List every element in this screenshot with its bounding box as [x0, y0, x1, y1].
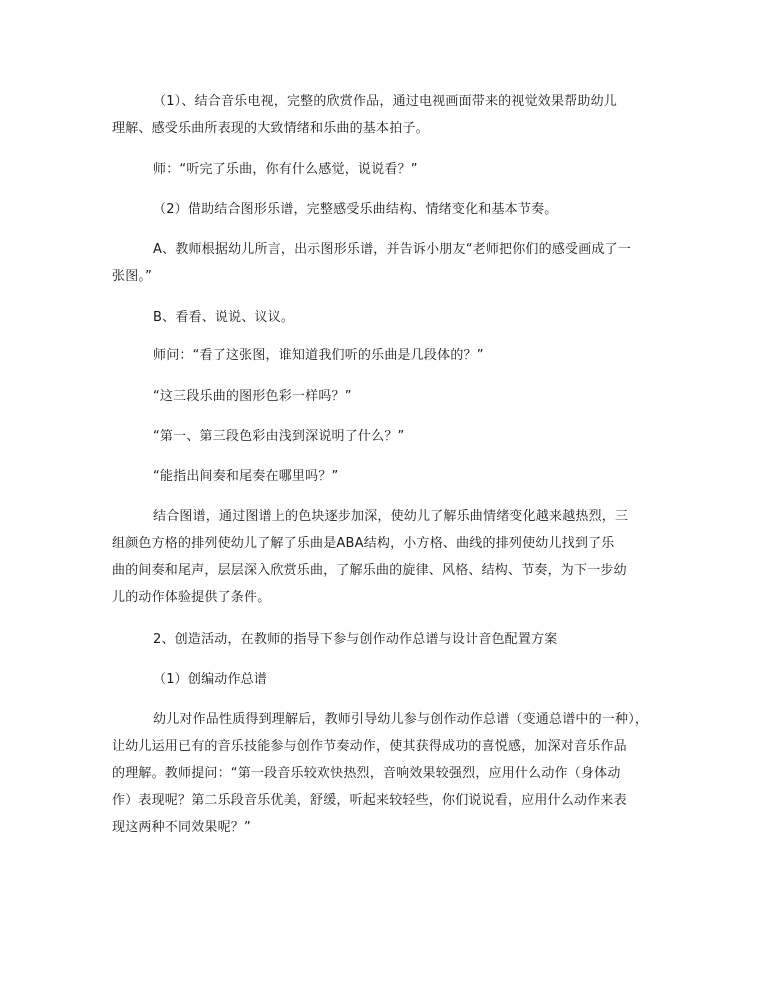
text-line: 幼儿对作品性质得到理解后，教师引导幼儿参与创作动作总谱（变通总谱中的一种），	[153, 712, 649, 727]
text-line: 让幼儿运用已有的音乐技能参与创作节奏动作，使其获得成功的喜悦感，加深对音乐作品	[112, 739, 627, 754]
text-line: 师：“听完了乐曲，你有什么感觉，说说看？”	[153, 162, 418, 177]
paragraph-3	[112, 196, 672, 223]
text-line: “这三段乐曲的图形色彩一样吗？”	[153, 389, 352, 404]
paragraph-8	[112, 423, 672, 450]
text-line: 组颜色方格的排列使幼儿了解了乐曲是ABA结构，小方格、曲线的排列使幼儿找到了乐	[112, 536, 615, 551]
text-line: （1）、结合音乐电视，完整的欣赏作品，通过电视画面带来的视觉效果帮助幼儿	[153, 94, 617, 109]
text-line: 现这两种不同效果呢？”	[112, 820, 251, 835]
paragraph-12	[112, 666, 672, 693]
text-line: 2、创造活动，在教师的指导下参与创作动作总谱与设计音色配置方案	[153, 632, 558, 647]
paragraph-7	[112, 383, 672, 410]
text-line: 结合图谱，通过图谱上的色块逐步加深，使幼儿了解乐曲情绪变化越来越热烈，三	[153, 509, 629, 524]
text-line: （1）创编动作总谱	[153, 672, 268, 687]
paragraph-2	[112, 156, 672, 183]
paragraph-11	[112, 626, 672, 653]
paragraph-4	[112, 236, 672, 290]
text-line: B、看看、说说、议议。	[153, 310, 295, 325]
text-line: “第一、第三段色彩由浅到深说明了什么？”	[153, 429, 405, 444]
paragraph-13	[112, 706, 672, 841]
text-line: 理解、感受乐曲所表现的大致情绪和乐曲的基本拍子。	[112, 121, 429, 136]
text-line: A、教师根据幼儿所言，出示图形乐谱，并告诉小朋友“老师把你们的感受画成了一	[153, 242, 632, 257]
text-line: 作）表现呢？第二乐段音乐优美，舒缓，听起来较轻些，你们说说看，应用什么动作来表	[112, 793, 627, 808]
text-line: 张图。”	[112, 269, 153, 284]
text-line: 儿的动作体验提供了条件。	[112, 590, 271, 605]
paragraph-9	[112, 463, 672, 490]
paragraph-10	[112, 503, 672, 611]
text-line: （2）借助结合图形乐谱，完整感受乐曲结构、情绪变化和基本节奏。	[153, 202, 558, 217]
paragraph-1	[112, 88, 672, 142]
text-line: “能指出间奏和尾奏在哪里吗？”	[153, 469, 339, 484]
paragraph-6	[112, 342, 672, 369]
text-line: 曲的间奏和尾声，层层深入欣赏乐曲，了解乐曲的旋律、风格、结构、节奏，为下一步幼	[112, 563, 627, 578]
text-line: 的理解。教师提问：“第一段音乐较欢快热烈，音响效果较强烈，应用什么动作（身体动	[112, 766, 621, 781]
text-line: 师问：“看了这张图，谁知道我们听的乐曲是几段体的？”	[153, 348, 484, 363]
paragraph-5	[112, 304, 672, 331]
